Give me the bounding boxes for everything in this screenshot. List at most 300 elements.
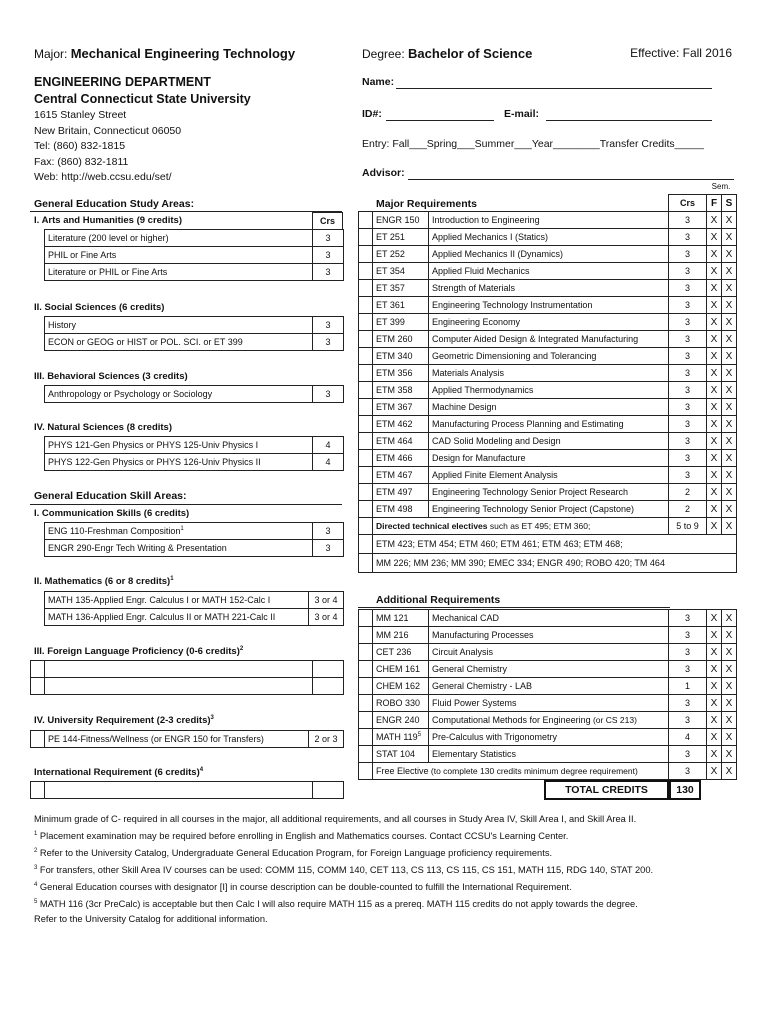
spring-x: X (722, 212, 737, 229)
fall-x: X (707, 280, 722, 297)
course-cell: ENGR 290-Engr Tech Writing & Presentation (45, 540, 313, 557)
course-code: ETM 467 (373, 467, 429, 484)
elective-row-2 (359, 535, 737, 554)
check-cell[interactable] (359, 695, 373, 712)
table-row[interactable] (31, 731, 344, 748)
area3-title: III. Behavioral Sciences (3 credits) (34, 371, 188, 382)
fall-x: X (707, 365, 722, 382)
footnote-1: $^1$ Placement examination may be required before enrolling in English and Mathematics courses. Contact CCSU's Learning Center. (34, 831, 569, 842)
course-row[interactable] (359, 297, 737, 314)
spring-x: X (722, 644, 737, 661)
table-row[interactable] (45, 317, 344, 334)
credit-cell: 3 (669, 695, 707, 712)
fall-x: X (707, 644, 722, 661)
additional-table (358, 609, 737, 780)
intl-table (30, 781, 344, 799)
email-input-line[interactable] (546, 120, 712, 121)
course-code: ETM 464 (373, 433, 429, 450)
course-row[interactable] (359, 501, 737, 518)
course-row[interactable] (359, 627, 737, 644)
course-row[interactable] (359, 644, 737, 661)
check-cell[interactable] (359, 399, 373, 416)
footnotes (34, 812, 734, 927)
course-cell: ECON or GEOG or HIST or POL. SCI. or ET 399 (45, 334, 313, 351)
fall-x: X (707, 712, 722, 729)
check-cell[interactable] (359, 365, 373, 382)
table-row[interactable] (45, 386, 344, 403)
fall-x: X (707, 627, 722, 644)
fall-x: X (707, 518, 722, 535)
additional-title: Additional Requirements (376, 594, 501, 606)
check-cell[interactable] (359, 416, 373, 433)
elective-list-3: MM 226; MM 236; MM 390; EMEC 334; ENGR 490; ROBO 420; TM 464 (373, 554, 737, 573)
check-cell[interactable] (359, 644, 373, 661)
credit-cell: 3 (669, 297, 707, 314)
credit-cell: 3 (669, 763, 707, 780)
lang-table (30, 660, 344, 695)
fall-x: X (707, 729, 722, 746)
check-cell[interactable] (359, 382, 373, 399)
table-row[interactable] (45, 437, 344, 454)
check-cell[interactable] (359, 678, 373, 695)
univ-table (30, 730, 344, 748)
area1-title: I. Arts and Humanities (9 credits) (34, 215, 182, 226)
check-cell[interactable] (359, 627, 373, 644)
fall-x: X (707, 450, 722, 467)
area3-table (44, 385, 344, 403)
credit-cell: 3 (669, 610, 707, 627)
credit-cell[interactable] (313, 661, 344, 678)
fall-x: X (707, 399, 722, 416)
course-cell: History (45, 317, 313, 334)
fall-x: X (707, 297, 722, 314)
credit-cell: 5 to 9 (669, 518, 707, 535)
table-row[interactable] (31, 782, 344, 799)
elective-cell: Directed technical electives such as ET 495; ETM 360; (373, 518, 669, 535)
fall-x: X (707, 661, 722, 678)
math-title: II. Mathematics (6 or 8 credits)$^1$ (34, 576, 174, 588)
course-code: ENGR 240 (373, 712, 429, 729)
check-cell[interactable] (31, 678, 45, 695)
gened-crs-header-cell (312, 212, 343, 230)
course-row[interactable] (359, 229, 737, 246)
credit-cell: 3 (669, 712, 707, 729)
spring-x: X (722, 661, 737, 678)
department-name: ENGINEERING DEPARTMENT (34, 75, 211, 89)
spring-x: X (722, 746, 737, 763)
tel: Tel: (860) 832-1815 (34, 140, 126, 152)
fall-x: X (707, 433, 722, 450)
table-row[interactable] (31, 678, 344, 695)
advisor-input-line[interactable] (408, 179, 734, 180)
footnote-outro: Refer to the University Catalog for additional information. (34, 914, 268, 925)
course-title: Computer Aided Design & Integrated Manufacturing (429, 331, 669, 348)
course-code: CHEM 161 (373, 661, 429, 678)
advisor-label: Advisor: (362, 167, 405, 179)
course-cell: PE 144-Fitness/Wellness (or ENGR 150 for Transfers) (45, 731, 309, 748)
table-row[interactable] (45, 540, 344, 557)
fall-x: X (707, 678, 722, 695)
skill-title: General Education Skill Areas: (34, 490, 187, 502)
check-cell[interactable] (359, 661, 373, 678)
footnote-4: $^4$ General Education courses with designator [I] in course description can be double-counted to fulfill the International Requirement. (34, 882, 572, 893)
gened-title: General Education Study Areas: (34, 198, 195, 210)
spring-x: X (722, 297, 737, 314)
area4-title: IV. Natural Sciences (8 credits) (34, 422, 172, 433)
check-cell[interactable] (359, 246, 373, 263)
check-cell[interactable] (359, 229, 373, 246)
check-cell[interactable] (359, 331, 373, 348)
course-cell: PHYS 121-Gen Physics or PHYS 125-Univ Physics I (45, 437, 313, 454)
degree-label: Degree: (362, 47, 405, 61)
area4-table (44, 436, 344, 471)
course-code: ETM 462 (373, 416, 429, 433)
credit-cell: 3 (669, 246, 707, 263)
course-row[interactable] (359, 433, 737, 450)
course-title: CAD Solid Modeling and Design (429, 433, 669, 450)
spring-x: X (722, 729, 737, 746)
comm-table (44, 522, 344, 557)
additional-body (359, 610, 737, 763)
credit-cell: 3 (669, 263, 707, 280)
course-title: Applied Mechanics II (Dynamics) (429, 246, 669, 263)
total-credits-value: 130 (669, 780, 701, 800)
course-cell[interactable] (45, 782, 313, 799)
email-label: E-mail: (504, 108, 540, 120)
credit-cell[interactable] (313, 782, 344, 799)
id-label: ID#: (362, 108, 382, 120)
course-title: Applied Finite Element Analysis (429, 467, 669, 484)
fall-x: X (707, 348, 722, 365)
major-value: Mechanical Engineering Technology (70, 46, 296, 61)
fall-x: X (707, 331, 722, 348)
credit-cell: 3 (669, 627, 707, 644)
check-cell[interactable] (359, 450, 373, 467)
course-title: Fluid Power Systems (429, 695, 669, 712)
credit-cell: 3 (669, 416, 707, 433)
course-code: MATH $119^5$ (373, 729, 429, 746)
check-cell[interactable] (31, 782, 45, 799)
credit-cell: 1 (669, 678, 707, 695)
free-elective-cell: Free Elective (to complete 130 credits minimum degree requirement) (373, 763, 669, 780)
table-row[interactable] (31, 661, 344, 678)
course-title: General Chemistry - LAB (429, 678, 669, 695)
spring-x: X (722, 484, 737, 501)
spring-x: X (722, 331, 737, 348)
course-title: Engineering Technology Senior Project (Capstone) (429, 501, 669, 518)
course-row[interactable] (359, 246, 737, 263)
credit-cell: 3 (669, 212, 707, 229)
credit-cell: 3 (313, 540, 344, 557)
spring-x: X (722, 416, 737, 433)
major-header-row (359, 195, 737, 212)
degree-block (362, 46, 532, 61)
credit-cell: 4 (313, 437, 344, 454)
name-input-line[interactable] (396, 88, 712, 89)
credit-cell: 3 (313, 230, 344, 247)
check-cell[interactable] (359, 263, 373, 280)
course-cell[interactable] (45, 678, 313, 695)
spring-x: X (722, 501, 737, 518)
credit-cell: 3 (313, 523, 344, 540)
effective-date: Effective: Fall 2016 (630, 46, 732, 60)
elective-row-3 (359, 554, 737, 573)
fall-x: X (707, 695, 722, 712)
course-row[interactable] (359, 729, 737, 746)
course-code: ETM 340 (373, 348, 429, 365)
course-row[interactable] (359, 484, 737, 501)
credit-cell: 3 (669, 450, 707, 467)
course-code: ETM 498 (373, 501, 429, 518)
math-table (44, 591, 344, 626)
elective-row[interactable] (359, 518, 737, 535)
univ-title: IV. University Requirement (2-3 credits)$^3$ (34, 715, 214, 727)
name-label: Name: (362, 76, 395, 88)
course-code: ET 354 (373, 263, 429, 280)
fall-x: X (707, 263, 722, 280)
course-code: ETM 356 (373, 365, 429, 382)
course-row[interactable] (359, 416, 737, 433)
credit-cell: 2 or 3 (309, 731, 344, 748)
credit-cell: 3 (669, 331, 707, 348)
course-title: Circuit Analysis (429, 644, 669, 661)
course-row[interactable] (359, 695, 737, 712)
spring-x: X (722, 712, 737, 729)
course-title: Pre-Calculus with Trigonometry (429, 729, 669, 746)
course-row[interactable] (359, 746, 737, 763)
major-title: Major Requirements (376, 198, 477, 210)
course-code: MM 216 (373, 627, 429, 644)
credit-cell[interactable] (313, 678, 344, 695)
area2-table (44, 316, 344, 351)
course-code: CHEM 162 (373, 678, 429, 695)
spring-x: X (722, 399, 737, 416)
table-row[interactable] (45, 264, 344, 281)
course-row[interactable] (359, 280, 737, 297)
credit-cell: 3 (669, 661, 707, 678)
gened-rule (30, 211, 342, 212)
course-title: Mechanical CAD (429, 610, 669, 627)
check-cell[interactable] (359, 535, 373, 554)
table-row[interactable] (45, 523, 344, 540)
spring-x: X (722, 518, 737, 535)
credit-cell: 4 (669, 729, 707, 746)
check-cell[interactable] (359, 484, 373, 501)
course-cell: MATH 136-Applied Engr. Calculus II or MATH 221-Calc II (45, 609, 309, 626)
credit-cell: 3 (669, 433, 707, 450)
course-row[interactable] (359, 661, 737, 678)
check-cell[interactable] (359, 746, 373, 763)
course-code: ETM 358 (373, 382, 429, 399)
course-title: Elementary Statistics (429, 746, 669, 763)
table-row[interactable] (45, 247, 344, 264)
check-cell[interactable] (359, 712, 373, 729)
web: Web: http://web.ccsu.edu/set/ (34, 171, 172, 183)
credit-cell: 3 (313, 317, 344, 334)
area2-title: II. Social Sciences (6 credits) (34, 302, 165, 313)
spring-x: X (722, 314, 737, 331)
fall-x: X (707, 229, 722, 246)
check-cell[interactable] (359, 314, 373, 331)
check-cell[interactable] (359, 518, 373, 535)
fall-x: X (707, 382, 722, 399)
sem-label: Sem. (711, 182, 731, 191)
footnote-3: $^3$ For transfers, other Skill Area IV courses can be used: COMM 115, COMM 140, CET 113, CS 113, CS 115, CS 151, MATH 115, RDG 140, STAT 200. (34, 865, 654, 876)
street: 1615 Stanley Street (34, 109, 127, 121)
header-bar (34, 46, 734, 64)
credit-cell: 3 (669, 365, 707, 382)
table-row[interactable] (45, 609, 344, 626)
entry-line[interactable]: Entry: Fall___Spring___Summer___Year________Transfer Credits_____ (362, 138, 704, 150)
course-title: Strength of Materials (429, 280, 669, 297)
id-input-line[interactable] (386, 120, 494, 121)
major-table (358, 194, 737, 573)
credit-cell: 3 (313, 386, 344, 403)
fall-x: X (707, 763, 722, 780)
table-row[interactable] (45, 230, 344, 247)
spring-x: X (722, 433, 737, 450)
fall-x: X (707, 501, 722, 518)
spring-x: X (722, 280, 737, 297)
course-title: Applied Mechanics I (Statics) (429, 229, 669, 246)
check-cell[interactable] (359, 212, 373, 229)
course-title: Engineering Technology Instrumentation (429, 297, 669, 314)
spring-x: X (722, 467, 737, 484)
course-cell: Literature (200 level or higher) (45, 230, 313, 247)
check-cell[interactable] (359, 297, 373, 314)
course-code: ETM 497 (373, 484, 429, 501)
credit-cell: 3 (669, 314, 707, 331)
spring-x: X (722, 678, 737, 695)
fall-x: X (707, 610, 722, 627)
total-credits-label: TOTAL CREDITS (544, 780, 669, 800)
course-cell: PHYS 122-Gen Physics or PHYS 126-Univ Physics II (45, 454, 313, 471)
gened-crs-header: Crs (313, 213, 343, 230)
course-cell: PHIL or Fine Arts (45, 247, 313, 264)
credit-cell: 3 (313, 247, 344, 264)
course-row[interactable] (359, 365, 737, 382)
check-cell[interactable] (359, 610, 373, 627)
credit-cell: 3 or 4 (309, 609, 344, 626)
check-cell[interactable] (31, 731, 45, 748)
skill-rule (30, 504, 342, 505)
course-title: Applied Fluid Mechanics (429, 263, 669, 280)
major-crs-header: Crs (669, 195, 707, 212)
course-code: ET 399 (373, 314, 429, 331)
course-code: MM 121 (373, 610, 429, 627)
course-row[interactable] (359, 450, 737, 467)
check-cell[interactable] (359, 554, 373, 573)
course-row[interactable] (359, 212, 737, 229)
check-cell[interactable] (359, 467, 373, 484)
course-title: Design for Manufacture (429, 450, 669, 467)
spring-x: X (722, 763, 737, 780)
course-row[interactable] (359, 610, 737, 627)
course-code: ET 251 (373, 229, 429, 246)
course-title: Engineering Technology Senior Project Research (429, 484, 669, 501)
fall-x: X (707, 314, 722, 331)
table-row[interactable] (45, 334, 344, 351)
course-title: Computational Methods for Engineering (or CS 213) (429, 712, 669, 729)
spring-x: X (722, 450, 737, 467)
department-info (34, 74, 334, 186)
credit-cell: 3 (669, 399, 707, 416)
course-title: Materials Analysis (429, 365, 669, 382)
credit-cell: 2 (669, 501, 707, 518)
course-cell: Anthropology or Psychology or Sociology (45, 386, 313, 403)
check-cell[interactable] (359, 280, 373, 297)
spring-x: X (722, 627, 737, 644)
table-row[interactable] (45, 592, 344, 609)
course-cell: ENG 110-Freshman Composition$^1$ (45, 523, 313, 540)
spring-x: X (722, 348, 737, 365)
fall-x: X (707, 416, 722, 433)
fall-header: F (707, 195, 722, 212)
credit-cell: 3 (669, 382, 707, 399)
fall-x: X (707, 746, 722, 763)
fall-x: X (707, 467, 722, 484)
course-row[interactable] (359, 263, 737, 280)
spring-x: X (722, 263, 737, 280)
course-title: Machine Design (429, 399, 669, 416)
spring-header: S (722, 195, 737, 212)
course-code: ET 252 (373, 246, 429, 263)
check-cell[interactable] (359, 763, 373, 780)
fax: Fax: (860) 832-1811 (34, 155, 129, 168)
lang-title: III. Foreign Language Proficiency (0-6 credits)$^2$ (34, 646, 244, 658)
credit-cell: 3 (669, 467, 707, 484)
credit-cell: 4 (313, 454, 344, 471)
course-row[interactable] (359, 348, 737, 365)
course-code: ETM 367 (373, 399, 429, 416)
credit-cell: 3 (669, 280, 707, 297)
course-row[interactable] (359, 399, 737, 416)
credit-cell: 2 (669, 484, 707, 501)
course-row[interactable] (359, 712, 737, 729)
course-code: STAT 104 (373, 746, 429, 763)
course-title: Engineering Economy (429, 314, 669, 331)
fall-x: X (707, 212, 722, 229)
course-title: Manufacturing Processes (429, 627, 669, 644)
course-row[interactable] (359, 331, 737, 348)
degree-value: Bachelor of Science (408, 46, 533, 61)
footnote-intro: Minimum grade of C- required in all courses in the major, all additional requirements, and all courses in Study Area IV, Skill Area I, and Skill Area II. (34, 814, 637, 824)
check-cell[interactable] (359, 729, 373, 746)
course-cell: Literature or PHIL or Fine Arts (45, 264, 313, 281)
course-row[interactable] (359, 678, 737, 695)
course-code: ROBO 330 (373, 695, 429, 712)
free-elective-row[interactable] (359, 763, 737, 780)
check-cell[interactable] (359, 501, 373, 518)
course-code: CET 236 (373, 644, 429, 661)
credit-cell: 3 (669, 229, 707, 246)
course-row[interactable] (359, 382, 737, 399)
spring-x: X (722, 365, 737, 382)
credit-cell: 3 or 4 (309, 592, 344, 609)
elective-list-2: ETM 423; ETM 454; ETM 460; ETM 461; ETM 463; ETM 468; (373, 535, 737, 554)
fall-x: X (707, 246, 722, 263)
check-cell[interactable] (31, 661, 45, 678)
course-code: ENGR 150 (373, 212, 429, 229)
footnote-5: $^5$ MATH 116 (3cr PreCalc) is acceptable but then Calc I will also require MATH 115 as a prereq. MATH 115 credits do not apply towards the degree. (34, 899, 638, 910)
table-row[interactable] (45, 454, 344, 471)
course-row[interactable] (359, 467, 737, 484)
course-row[interactable] (359, 314, 737, 331)
check-cell[interactable] (359, 348, 373, 365)
course-title: Manufacturing Process Planning and Estimating (429, 416, 669, 433)
course-cell[interactable] (45, 661, 313, 678)
check-cell[interactable] (359, 433, 373, 450)
